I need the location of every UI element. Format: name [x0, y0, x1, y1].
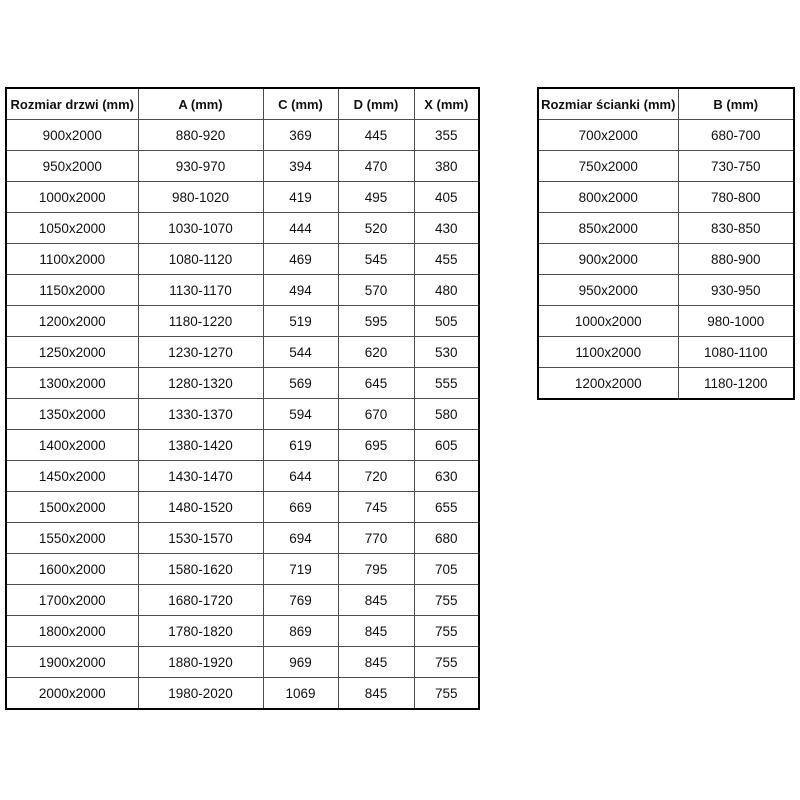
table-cell: 380 — [414, 151, 479, 182]
table-row — [538, 244, 794, 275]
table-cell: 2000x2000 — [6, 678, 138, 710]
table-cell: 700x2000 — [538, 120, 678, 151]
table-row — [6, 275, 479, 306]
table-cell: 569 — [263, 368, 338, 399]
table-row — [6, 585, 479, 616]
table-row — [6, 306, 479, 337]
table-row — [538, 213, 794, 244]
table-row — [538, 368, 794, 400]
table-cell: 1180-1220 — [138, 306, 263, 337]
header-row — [6, 88, 479, 120]
table-row — [6, 120, 479, 151]
table-cell: 780-800 — [678, 182, 794, 213]
table-cell: 1030-1070 — [138, 213, 263, 244]
table-cell: 730-750 — [678, 151, 794, 182]
wall-size-table — [537, 87, 795, 400]
table-cell: 555 — [414, 368, 479, 399]
table-cell: 1180-1200 — [678, 368, 794, 400]
table-cell: 770 — [338, 523, 414, 554]
table-cell: 620 — [338, 337, 414, 368]
table-cell: 445 — [338, 120, 414, 151]
table-row — [6, 523, 479, 554]
table-cell: 430 — [414, 213, 479, 244]
table-cell: 969 — [263, 647, 338, 678]
table-cell: 795 — [338, 554, 414, 585]
table-cell: 1400x2000 — [6, 430, 138, 461]
table-cell: 869 — [263, 616, 338, 647]
table-row — [6, 430, 479, 461]
table-cell: 845 — [338, 616, 414, 647]
table-cell: 520 — [338, 213, 414, 244]
table-cell: 1330-1370 — [138, 399, 263, 430]
table-cell: 1600x2000 — [6, 554, 138, 585]
table-cell: 1880-1920 — [138, 647, 263, 678]
table-cell: 845 — [338, 585, 414, 616]
table-cell: 494 — [263, 275, 338, 306]
wall-size-table-body — [538, 120, 794, 400]
table-cell: 669 — [263, 492, 338, 523]
table-row — [6, 461, 479, 492]
table-cell: 980-1020 — [138, 182, 263, 213]
table-row — [6, 678, 479, 710]
table-row — [6, 337, 479, 368]
table-cell: 845 — [338, 678, 414, 710]
table-cell: 580 — [414, 399, 479, 430]
table-cell: 419 — [263, 182, 338, 213]
table-cell: 495 — [338, 182, 414, 213]
table-cell: 394 — [263, 151, 338, 182]
table-cell: 930-970 — [138, 151, 263, 182]
table-cell: 405 — [414, 182, 479, 213]
table-cell: 455 — [414, 244, 479, 275]
table-cell: 1380-1420 — [138, 430, 263, 461]
table-row — [538, 275, 794, 306]
table-cell: 769 — [263, 585, 338, 616]
door-size-table — [5, 87, 480, 710]
table-cell: 880-900 — [678, 244, 794, 275]
table-cell: 655 — [414, 492, 479, 523]
table-cell: 1530-1570 — [138, 523, 263, 554]
table-cell: 694 — [263, 523, 338, 554]
table-row — [538, 337, 794, 368]
table-cell: 1130-1170 — [138, 275, 263, 306]
table-row — [6, 616, 479, 647]
table-cell: 695 — [338, 430, 414, 461]
table-cell: 680-700 — [678, 120, 794, 151]
table-cell: 1700x2000 — [6, 585, 138, 616]
table-cell: 755 — [414, 678, 479, 710]
table-cell: 469 — [263, 244, 338, 275]
table-row — [538, 182, 794, 213]
table-cell: 900x2000 — [6, 120, 138, 151]
table-row — [538, 306, 794, 337]
table-cell: 1680-1720 — [138, 585, 263, 616]
table-cell: 1100x2000 — [6, 244, 138, 275]
table-cell: 1580-1620 — [138, 554, 263, 585]
table-cell: 1800x2000 — [6, 616, 138, 647]
table-cell: 745 — [338, 492, 414, 523]
table-cell: 1300x2000 — [6, 368, 138, 399]
table-cell: 570 — [338, 275, 414, 306]
table-cell: 1350x2000 — [6, 399, 138, 430]
table-row — [6, 182, 479, 213]
table-cell: 1100x2000 — [538, 337, 678, 368]
table-row — [538, 151, 794, 182]
table-cell: 595 — [338, 306, 414, 337]
door-size-table-body — [6, 120, 479, 710]
table-cell: 544 — [263, 337, 338, 368]
table-row — [538, 120, 794, 151]
header-row — [538, 88, 794, 120]
table-cell: 1500x2000 — [6, 492, 138, 523]
table-cell: 950x2000 — [6, 151, 138, 182]
table-cell: 750x2000 — [538, 151, 678, 182]
table-cell: 845 — [338, 647, 414, 678]
table-cell: 1250x2000 — [6, 337, 138, 368]
table-cell: 1080-1120 — [138, 244, 263, 275]
door-size-table-header — [6, 88, 479, 120]
table-cell: 950x2000 — [538, 275, 678, 306]
table-cell: 1450x2000 — [6, 461, 138, 492]
table-cell: 444 — [263, 213, 338, 244]
column-header: Rozmiar ścianki (mm) — [538, 88, 678, 120]
table-cell: 1900x2000 — [6, 647, 138, 678]
table-row — [6, 244, 479, 275]
table-cell: 719 — [263, 554, 338, 585]
column-header: Rozmiar drzwi (mm) — [6, 88, 138, 120]
column-header: X (mm) — [414, 88, 479, 120]
table-cell: 1430-1470 — [138, 461, 263, 492]
table-row — [6, 399, 479, 430]
table-cell: 1080-1100 — [678, 337, 794, 368]
table-cell: 1280-1320 — [138, 368, 263, 399]
column-header: D (mm) — [338, 88, 414, 120]
table-cell: 680 — [414, 523, 479, 554]
table-cell: 1200x2000 — [538, 368, 678, 400]
table-cell: 594 — [263, 399, 338, 430]
table-cell: 630 — [414, 461, 479, 492]
table-cell: 755 — [414, 647, 479, 678]
table-cell: 880-920 — [138, 120, 263, 151]
table-cell: 670 — [338, 399, 414, 430]
table-cell: 1980-2020 — [138, 678, 263, 710]
table-cell: 619 — [263, 430, 338, 461]
column-header: B (mm) — [678, 88, 794, 120]
table-cell: 1550x2000 — [6, 523, 138, 554]
table-cell: 720 — [338, 461, 414, 492]
table-cell: 1150x2000 — [6, 275, 138, 306]
table-row — [6, 647, 479, 678]
table-cell: 605 — [414, 430, 479, 461]
table-cell: 930-950 — [678, 275, 794, 306]
table-cell: 530 — [414, 337, 479, 368]
table-cell: 645 — [338, 368, 414, 399]
table-cell: 1230-1270 — [138, 337, 263, 368]
table-cell: 1000x2000 — [538, 306, 678, 337]
table-cell: 830-850 — [678, 213, 794, 244]
table-cell: 705 — [414, 554, 479, 585]
table-row — [6, 368, 479, 399]
table-cell: 1050x2000 — [6, 213, 138, 244]
table-row — [6, 213, 479, 244]
table-cell: 1780-1820 — [138, 616, 263, 647]
table-cell: 1069 — [263, 678, 338, 710]
table-row — [6, 554, 479, 585]
table-cell: 850x2000 — [538, 213, 678, 244]
column-header: A (mm) — [138, 88, 263, 120]
table-cell: 644 — [263, 461, 338, 492]
table-cell: 1200x2000 — [6, 306, 138, 337]
table-cell: 800x2000 — [538, 182, 678, 213]
table-cell: 1480-1520 — [138, 492, 263, 523]
table-cell: 755 — [414, 616, 479, 647]
table-row — [6, 151, 479, 182]
table-cell: 355 — [414, 120, 479, 151]
table-cell: 900x2000 — [538, 244, 678, 275]
wall-size-table-header — [538, 88, 794, 120]
table-cell: 480 — [414, 275, 479, 306]
table-cell: 369 — [263, 120, 338, 151]
table-cell: 545 — [338, 244, 414, 275]
table-row — [6, 492, 479, 523]
table-cell: 519 — [263, 306, 338, 337]
table-cell: 1000x2000 — [6, 182, 138, 213]
column-header: C (mm) — [263, 88, 338, 120]
table-cell: 755 — [414, 585, 479, 616]
table-cell: 470 — [338, 151, 414, 182]
table-cell: 505 — [414, 306, 479, 337]
table-cell: 980-1000 — [678, 306, 794, 337]
